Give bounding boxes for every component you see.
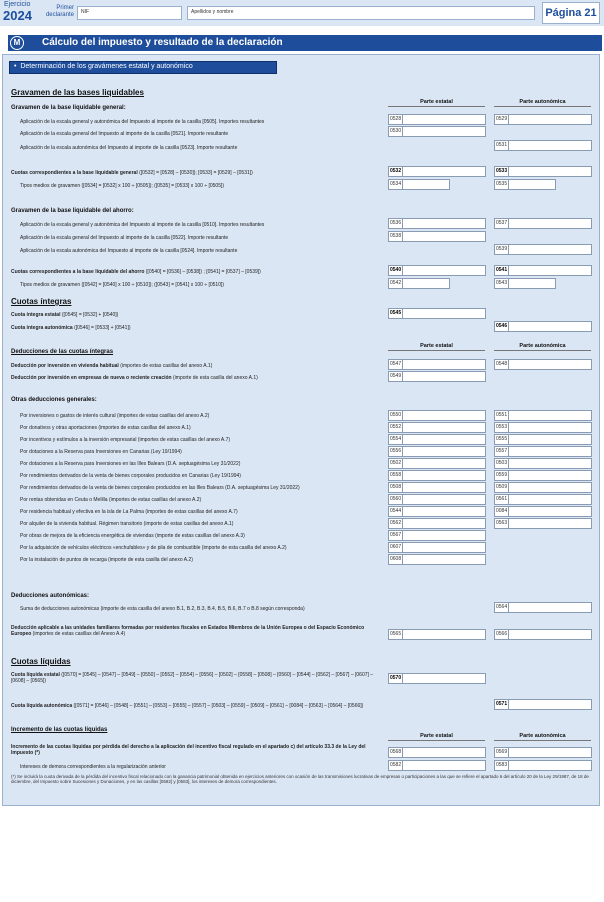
box-0549[interactable] <box>388 371 486 382</box>
code: 0547 <box>390 361 402 367</box>
box-estatal[interactable] <box>388 434 486 445</box>
otras-deduccion-label: Por rendimientos derivados de la venta de bienes corporales producidos en Canarias (Ley 19/1994) <box>20 473 241 479</box>
row-label: Aplicación de la escala autonómica del Impuesto al importe de la casilla [0523]. Importe resultante <box>20 145 238 151</box>
row-label <box>11 703 363 709</box>
col-autonomica: Parte autonómica <box>494 99 591 107</box>
box-0564[interactable] <box>494 602 592 613</box>
code: 0543 <box>496 280 508 286</box>
box-0528[interactable] <box>388 114 486 125</box>
row-label: Intereses de demora correspondientes a la regularización anterior <box>20 764 166 770</box>
label-bold: Deducción aplicable a las unidades familiares formadas por residentes fiscales en Estados Miembros de la Unión Europea o del Espacio Económico Europeo <box>11 625 365 637</box>
row-label: Aplicación de la escala general del Impuesto al importe de la casilla [0521]. Importe resultante <box>20 131 229 137</box>
code: 0556 <box>390 448 402 454</box>
label-bold: Incremento de las cuotas líquidas por pérdida del derecho a la aplicación del incentivo fiscal regulado en el apartado c) del artículo 33.3 de la Ley del Impuesto <box>11 744 366 756</box>
code: 0550 <box>390 412 402 418</box>
box-autonomica[interactable] <box>494 458 592 469</box>
code: 0571 <box>496 701 508 707</box>
code: 0565 <box>390 631 402 637</box>
col-estatal: Parte estatal <box>388 99 485 107</box>
col-autonomica-3: Parte autonómica <box>494 733 591 741</box>
code: 0534 <box>390 181 402 187</box>
otras-deduccion-label: Por obras de mejora de la eficiencia energética de viviendas (importe de estas casillas del anexo A.3) <box>20 533 245 539</box>
code: 0563 <box>496 520 508 526</box>
row-label <box>11 363 212 369</box>
code: 0566 <box>496 631 508 637</box>
code: 0558 <box>390 472 402 478</box>
code: 0535 <box>496 181 508 187</box>
otras-deduccion-label: Por dotaciones a la Reserva para Inversiones en las Illes Balears (D.A. septuagésima Ley 31/2022) <box>20 461 241 467</box>
row-label: Tipos medios de gravamen ([0534] = [0532] x 100 ÷ [0505]); ([0535] = [0533] x 100 ÷ [0505]) <box>20 183 225 189</box>
code: 0084 <box>496 508 508 514</box>
code: 0540 <box>390 267 402 273</box>
otras-deduccion-label: Por rendimientos derivados de la venta de bienes corporales producidos en las Illes Balears (D.A. septuagésima Ley 31/2022) <box>20 485 300 491</box>
code: 0557 <box>496 448 508 454</box>
box-autonomica[interactable] <box>494 506 592 517</box>
code: 0541 <box>496 267 508 273</box>
box-0530[interactable] <box>388 126 486 137</box>
box-autonomica[interactable] <box>494 482 592 493</box>
box-estatal[interactable] <box>388 530 486 541</box>
code: 0533 <box>496 168 508 174</box>
row-label: Aplicación de la escala general y autonómica del Impuesto al importe de la casilla [0510]. Importes resultantes <box>20 222 265 228</box>
code: 0531 <box>496 142 508 148</box>
label-note: ([0545] = [0532] + [0540]) <box>60 312 119 318</box>
code: 0559 <box>496 472 508 478</box>
box-0570[interactable] <box>388 673 486 684</box>
box-0582[interactable] <box>388 760 486 771</box>
box-0531[interactable] <box>494 140 592 151</box>
code: 0530 <box>390 128 402 134</box>
label-bold: Cuotas correspondientes a la base liquidable general <box>11 170 138 176</box>
deducciones-autonomicas-heading: Deducciones autonómicas: <box>11 593 90 599</box>
box-0534[interactable] <box>388 179 450 190</box>
label-note: ([0532] = [0528] – [0530]); [0533] = [0529] – [0531]) <box>137 170 253 176</box>
row-label: Suma de deducciones autonómicas (importe de esta casilla del anexo B.1, B.2, B.3, B.4, B.5, B.6, B.7 o B.8 según corresponda) <box>20 606 305 612</box>
box-estatal[interactable] <box>388 518 486 529</box>
label-note: ([0570] = [0545] – [0547] – [0549] – [0550] – [0552] – [0554] – [0556] – [0502] – [0558] – [0508] – [0560] – [0544] – [0562] – [0567] – [0607] – [0608] – [0565]) <box>11 672 374 684</box>
otras-deduccion-label: Por inversiones o gastos de interés cultural (importes de estas casillas del anexo A.2) <box>20 413 210 419</box>
code: 0564 <box>496 604 508 610</box>
code: 0551 <box>496 412 508 418</box>
box-0546[interactable] <box>494 321 592 332</box>
code: 0509 <box>496 484 508 490</box>
code: 0508 <box>390 484 402 490</box>
row-label <box>11 269 261 275</box>
code: 0545 <box>390 310 402 316</box>
apellidos-field[interactable]: Apellidos y nombre <box>187 6 535 20</box>
box-autonomica[interactable] <box>494 470 592 481</box>
label-bold: Cuota íntegra estatal <box>11 312 61 318</box>
col-estatal-2: Parte estatal <box>388 343 485 351</box>
code: 0537 <box>496 220 508 226</box>
label-note: (importes de estas casillas del Anexo A.4) <box>31 631 126 637</box>
box-0529[interactable] <box>494 114 592 125</box>
box-estatal[interactable] <box>388 494 486 505</box>
code: 0528 <box>390 116 402 122</box>
row-label <box>11 312 118 318</box>
box-0542[interactable] <box>388 278 450 289</box>
box-0569[interactable] <box>494 747 592 758</box>
code: 0608 <box>390 556 402 562</box>
otras-deduccion-label: Por donativos y otras aportaciones (importes de estas casillas del anexo A.1) <box>20 425 191 431</box>
code: 0582 <box>390 762 402 768</box>
box-autonomica[interactable] <box>494 494 592 505</box>
code: 0542 <box>390 280 402 286</box>
otras-deduccion-label: Por la adquisición de vehículos eléctricos «enchufables» y de pila de combustible (importe de esta casilla del anexo A.2) <box>20 545 287 551</box>
row-label <box>11 625 383 637</box>
box-0571[interactable] <box>494 699 592 710</box>
label-note: (importe de esta casilla del anexo A.1) <box>171 375 258 381</box>
row-label <box>11 325 131 331</box>
box-estatal[interactable] <box>388 422 486 433</box>
box-estatal[interactable] <box>388 542 486 553</box>
code: 0562 <box>390 520 402 526</box>
box-estatal[interactable] <box>388 446 486 457</box>
box-0532[interactable] <box>388 166 486 177</box>
otras-deduccion-label: Por la instalación de puntos de recarga (importe de esta casilla del anexo A.2) <box>20 557 193 563</box>
code: 0539 <box>496 246 508 252</box>
label-bold: Deducción por inversión en vivienda habitual <box>11 363 119 369</box>
box-0568[interactable] <box>388 747 486 758</box>
box-estatal[interactable] <box>388 482 486 493</box>
box-autonomica[interactable] <box>494 446 592 457</box>
box-0533[interactable] <box>494 166 592 177</box>
box-autonomica[interactable] <box>494 422 592 433</box>
box-0539[interactable] <box>494 244 592 255</box>
code: 0532 <box>390 168 402 174</box>
box-0545[interactable] <box>388 308 486 319</box>
row-label: Aplicación de la escala general y autonómica del Impuesto al importe de la casilla [0505]. Importes resultantes <box>20 119 265 125</box>
code: 0546 <box>496 323 508 329</box>
section-title: Cálculo del impuesto y resultado de la declaración <box>42 37 283 48</box>
box-autonomica[interactable] <box>494 434 592 445</box>
code: 0561 <box>496 496 508 502</box>
code: 0548 <box>496 361 508 367</box>
code: 0555 <box>496 436 508 442</box>
code: 0538 <box>390 233 402 239</box>
box-estatal[interactable] <box>388 506 486 517</box>
code: 0553 <box>496 424 508 430</box>
code: 0607 <box>390 544 402 550</box>
otras-deduccion-label: Por residencia habitual y efectiva en la isla de La Palma (importes de estas casillas del anexo A.7) <box>20 509 238 515</box>
subsection-title: • Determinación de los gravámenes estatal y autonómico <box>14 63 193 70</box>
deducciones-title: Deducciones de las cuotas íntegras <box>11 349 114 355</box>
box-0535[interactable] <box>494 179 556 190</box>
box-0566[interactable] <box>494 629 592 640</box>
code: 0529 <box>496 116 508 122</box>
box-autonomica[interactable] <box>494 410 592 421</box>
box-0536[interactable] <box>388 218 486 229</box>
label-note: ([0546] = [0533] + [0541]) <box>72 325 131 331</box>
otras-deduccion-label: Por incentivos y estímulos a la inversión empresarial (importes de estas casillas del anexo A.7) <box>20 437 231 443</box>
row-label <box>11 170 253 176</box>
code: 0568 <box>390 749 402 755</box>
page-number: Página 21 <box>542 2 600 24</box>
footnote: (*) Se incluirá la cuota derivada de la pérdida del incentivo fiscal relacionado con la ganancia patrimonial obtenida en ejercicios anteriores con ocasión de las transmisiones lucrativas de empresas o participaciones a las que se refiere el apartado 6 del artículo 20 de la Ley 29/1987, de 18 de diciembre, del Impuesto sobre Sucesiones y Donaciones, y en las casillas [0582] y [0583], los intereses de demora correspondientes. <box>11 774 589 784</box>
code: 0536 <box>390 220 402 226</box>
row-label <box>11 375 258 381</box>
box-autonomica[interactable] <box>494 518 592 529</box>
otras-deduccion-label: Por rentas obtenidas en Ceuta o Melilla (importes de estas casillas del anexo A.2) <box>20 497 202 503</box>
row-label: Aplicación de la escala general del Impuesto al importe de la casilla [0522]. Importe resultante <box>20 235 229 241</box>
ahorro-heading: Gravamen de la base liquidable del ahorro: <box>11 208 134 214</box>
box-0583[interactable] <box>494 760 592 771</box>
code: 0544 <box>390 508 402 514</box>
incremento-title: Incremento de las cuotas líquidas <box>11 727 108 733</box>
label-note: ([0540] = [0536] – [0538]) ; [0541] = [0537] – [0539]) <box>144 269 261 275</box>
box-estatal[interactable] <box>388 458 486 469</box>
cuotas-integras-title: Cuotas íntegras <box>11 297 72 306</box>
ejercicio-label: Ejercicio <box>4 1 31 8</box>
label-bold: Deducción por inversión en empresas de nueva o reciente creación <box>11 375 172 381</box>
box-0537[interactable] <box>494 218 592 229</box>
code: 0570 <box>390 675 402 681</box>
box-estatal[interactable] <box>388 410 486 421</box>
code: 0569 <box>496 749 508 755</box>
row-label: Aplicación de la escala autonómica del Impuesto al importe de la casilla [0524]. Importe resultante <box>20 248 238 254</box>
otras-deducciones-heading: Otras deducciones generales: <box>11 397 97 403</box>
row-label <box>11 744 383 756</box>
box-0547[interactable] <box>388 359 486 370</box>
code: 0567 <box>390 532 402 538</box>
col-estatal-3: Parte estatal <box>388 733 485 741</box>
label-bold: Cuota íntegra autonómica <box>11 325 73 331</box>
code: 0554 <box>390 436 402 442</box>
otras-deduccion-label: Por alquiler de la vivienda habitual. Régimen transitorio (importe de estas casillas del anexo A.1) <box>20 521 234 527</box>
subsection-title-text: Determinación de los gravámenes estatal y autonómico <box>20 63 193 70</box>
general-heading: Gravamen de la base liquidable general: <box>11 105 126 111</box>
label-bold: Cuota líquida autonómica <box>11 703 73 709</box>
code: 0552 <box>390 424 402 430</box>
section-letter-badge: M <box>10 36 24 50</box>
row-label <box>11 672 383 684</box>
label-note: ([0571] = [0546] – [0548] – [0551] – [0553] – [0555] – [0557] – [0503] – [0559] – [0509] – [0561] – [0084] – [0563] – [0564] – [0566]) <box>72 703 364 709</box>
box-estatal[interactable] <box>388 470 486 481</box>
label-bold: Cuotas correspondientes a la base liquidable del ahorro <box>11 269 145 275</box>
ejercicio-year: 2024 <box>3 8 32 23</box>
label-bold: Cuota líquida estatal <box>11 672 60 678</box>
code: 0503 <box>496 460 508 466</box>
code: 0583 <box>496 762 508 768</box>
row-label: Tipos medios de gravamen ([0542] = [0540] x 100 ÷ [0510]); ([0543] = [0541] x 100 ÷ [0510]) <box>20 282 225 288</box>
primer-declarante-label: Primer declarante <box>45 5 74 18</box>
box-0565[interactable] <box>388 629 486 640</box>
footnote-mark: (*) <box>34 750 40 756</box>
otras-deduccion-label: Por dotaciones a la Reserva para Inversiones en Canarias (Ley 19/1994) <box>20 449 182 455</box>
code: 0502 <box>390 460 402 466</box>
code: 0560 <box>390 496 402 502</box>
box-0543[interactable] <box>494 278 556 289</box>
box-0540[interactable] <box>388 265 486 276</box>
label-note: (importes de estas casillas del anexo A.1) <box>118 363 213 369</box>
nif-field[interactable]: NIF <box>77 6 182 20</box>
code: 0549 <box>390 373 402 379</box>
box-estatal[interactable] <box>388 554 486 565</box>
gravamen-title: Gravamen de las bases liquidables <box>11 88 144 97</box>
box-0548[interactable] <box>494 359 592 370</box>
cuotas-liquidas-title: Cuotas líquidas <box>11 657 71 666</box>
box-0538[interactable] <box>388 231 486 242</box>
col-autonomica-2: Parte autonómica <box>494 343 591 351</box>
box-0541[interactable] <box>494 265 592 276</box>
